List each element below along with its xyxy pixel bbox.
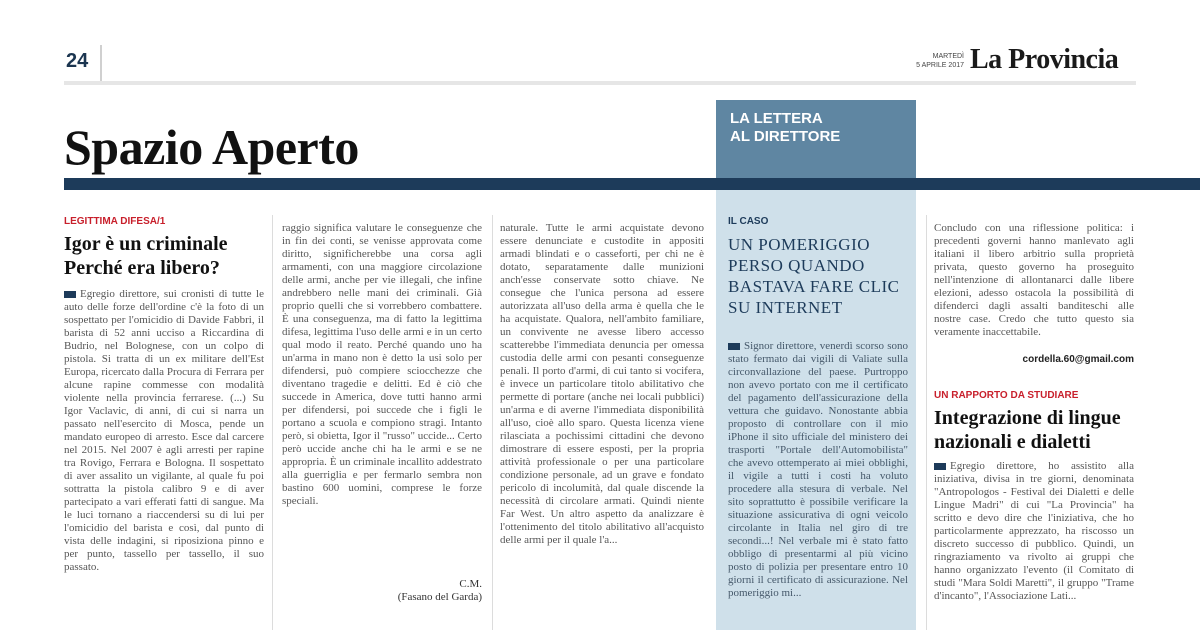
column-divider: [926, 215, 927, 630]
article3-body: [934, 460, 1134, 630]
article1-signature: [282, 578, 482, 604]
header-divider: [100, 45, 102, 85]
page-number: 24: [66, 50, 89, 72]
article1-column2: [282, 222, 482, 572]
article1-kicker: LEGITTIMA DIFESA/1: [64, 216, 166, 227]
caso-body-text: Signor direttore, venerdì scorso sono stato fermato dai vigili di Valiate sulla circonvallazione del paese. Purtroppo non avevo portato con me il certificato del pagamento dell'assicurazione della vettura che guidavo. Nonostante abbia proposto di controllare con il mio iPhone il sito ufficiale del ministero dei trasporti "Portale dell'Automobilista" che avevo ottemperato ai miei obblighi, il vigile a tutti i costi ha voluto procedere alla stesura di verbale. Nel sito soprattutto è possibile verificare la situazione assicurativa di ogni veicolo circolante in Italia nel giro di tre secondi...! Nel verbale mi è stato fatto obbligo di presentarmi al più vicino posto di polizia per presentare entro 10 giorni il certificato di assicurazione. Nel pomeriggio mi...: [728, 340, 908, 599]
article3-headline-line1: Integrazione di lingue: [934, 407, 1121, 429]
caso-headline-line2: PERSO QUANDO: [728, 256, 865, 275]
article3-headline: [934, 406, 1164, 454]
signature-place: (Fasano del Garda): [397, 591, 482, 603]
column-divider: [492, 215, 493, 630]
lettera-line1: LA LETTERA: [730, 110, 823, 127]
article1-col1-text: Egregio direttore, sui cronisti di tutte le auto delle forze dell'ordine c'è la foto di un sospettato per l'omicidio di Davide Fabbri, il barista di 52 anni ucciso a Riccardina di Budrio, nel Bolognese, con un colpo di pistola. Si tratta di un ex militare dell'Est Europa, ricercato dalla Procura di Ferrara per alcune rapine commesse con modalità violente nella provincia ferrarese. (...) Su Igor Vaclavic, di anni, di cui si narra un passato nell'esercito di Mosca, pende un mandato europeo di arresto. Esce dal carcere nel 2015. Nel 2007 è agli arresti per rapine tra Rovigo, Ferrara e Bologna. Il sospettato di aver assalito un vigilante, al quale fu poi sottratta la pistola calibro 9 e di aver partecipato a vari efferati fatti di sangue. Ma le luci tornano a riaccendersi su di lui per l'omicidio del barista e così, dal punto di vista delle indagini, si riposiziona pinno e per punto, tassello per tassello, il suo passato.: [64, 288, 264, 573]
masthead-date: [896, 52, 964, 70]
article1-headline: [64, 232, 269, 280]
paragraph-marker: [728, 343, 740, 350]
column3: [500, 222, 704, 630]
date-day: MARTEDÌ: [932, 53, 964, 60]
lettera-line2: AL DIRETTORE: [730, 128, 841, 145]
paragraph-marker: [934, 463, 946, 470]
signature-initials: C.M.: [459, 578, 482, 590]
caso-headline-line3: BASTAVA FARE CLIC: [728, 277, 900, 296]
article1-headline-line1: Igor è un criminale: [64, 233, 228, 255]
article3-kicker: UN RAPPORTO DA STUDIARE: [934, 390, 1079, 401]
newspaper-masthead: La Provincia: [970, 44, 1119, 75]
author-email: cordella.60@gmail.com: [1022, 354, 1134, 365]
article1-col2-text: raggio significa valutare le conseguenze che in fin dei conti, se venisse approvata come diritto, significherebbe una corsa agli armamenti, con una maggiore circolazione delle armi, anche per vie illegali, che infine andrebbero nelle mani dei criminali. Già proprio quelli che si vorrebbero combattere. È una conseguenza, ma di fatto la legittima difesa, legittima l'uso delle armi e in un certo qual modo il reato. Perché quando uno ha un'arma in mano non è detto la usi solo per difendersi, può compiere sciocchezze che diventano tragedie e delitti. Ed è ciò che succede in America, dove tutti hanno armi per difendersi, poi succede che i figli le portano a scuola e compiono stragi. Intanto però, si obietta, Igor il "russo" uccide... Certo però uccide anche chi ha le armi e se ne appropria. È un criminale incallito addestrato alla guerriglia e per fermarlo sembra non bastino 600 uomini, comprese le forze speciali.: [282, 222, 482, 507]
column-divider: [272, 215, 273, 630]
article1-headline-line2: Perché era libero?: [64, 257, 220, 279]
caso-body: [728, 340, 908, 630]
caso-headline-line4: SU INTERNET: [728, 298, 843, 317]
section-band: [64, 178, 1200, 190]
column3-text: naturale. Tutte le armi acquistate devono essere denunciate e custodite in appositi armadi blindati e o casseforti, per chi ne è dotato, separatamente dalle munizioni anch'esse conservate sotto chiave. Ne consegue che l'unica persona ad essere autorizzata all'uso della arma è quella che le ha acquistate. Qualora, nell'ambito familiare, un convivente ne avesse libero accesso scatterebbe l'immediata denuncia per omessa custodia delle armi con pesanti conseguenze penali. Il porto d'armi, di cui tanto si vociferа, è invece un particolare titolo abilitativo che permette di portare (anche nei locali pubblici) un'arma e di averne l'immediata disponibilità all'uso, cioè allo sparo. Questa licenza viene rilasciata a pochissimi cittadini che devono dimostrare di essere esposti, per la propria attività professionale o per una particolare condizione personale, ad un grave e fondato pericolo di incolumità, dal quale discende la necessità di circolare armati. Quindi niente Far West. Un altro aspetto da analizzare è l'ottenimento del titolo abilitativo all'acquisto delle armi per il quale l'a...: [500, 222, 704, 546]
caso-headline-line1: UN POMERIGGIO: [728, 235, 871, 254]
caso-headline: [728, 234, 913, 318]
article1-column1: [64, 288, 264, 630]
right-top-text: Concludo con una riflessione politica: i precedenti governi hanno manlevato agli italiani il libero arbitrio sulla proprietà privata, questo governo ha proseguito nell'intenzione di allontanarci dalle libere elezioni, adesso ostacola la possibilità di difenderci dagli assalti banditeschi alle nostre case. Credo che tutto questo sia veramente inaccettabile.: [934, 222, 1134, 338]
paragraph-marker: [64, 291, 76, 298]
lettera-label: [730, 110, 910, 146]
date-full: 5 APRILE 2017: [916, 62, 964, 69]
header-rule: [64, 81, 1136, 85]
article3-headline-line2: nazionali e dialetti: [934, 431, 1091, 453]
section-title: Spazio Aperto: [64, 119, 359, 175]
caso-kicker: IL CASO: [728, 216, 769, 227]
article3-body-text: Egregio direttore, ho assistito alla iniziativa, divisa in tre giorni, denominata "Antropologos - Festival dei Dialetti e delle Lingue Madri" di cui "La Provincia" ha scritto e devo dire che l'iniziativa, che ho particolarmente apprezzato, ha riscosso un discreto successo di pubblico. Quindi, un ringraziamento va rivolto ai gruppi che hanno organizzato l'evento (il Comitato di studi "Mara Soldi Maretti", il gruppo "Trame d'incanto", l'Associazione Lati...: [934, 460, 1134, 602]
right-top-body: [934, 222, 1134, 350]
